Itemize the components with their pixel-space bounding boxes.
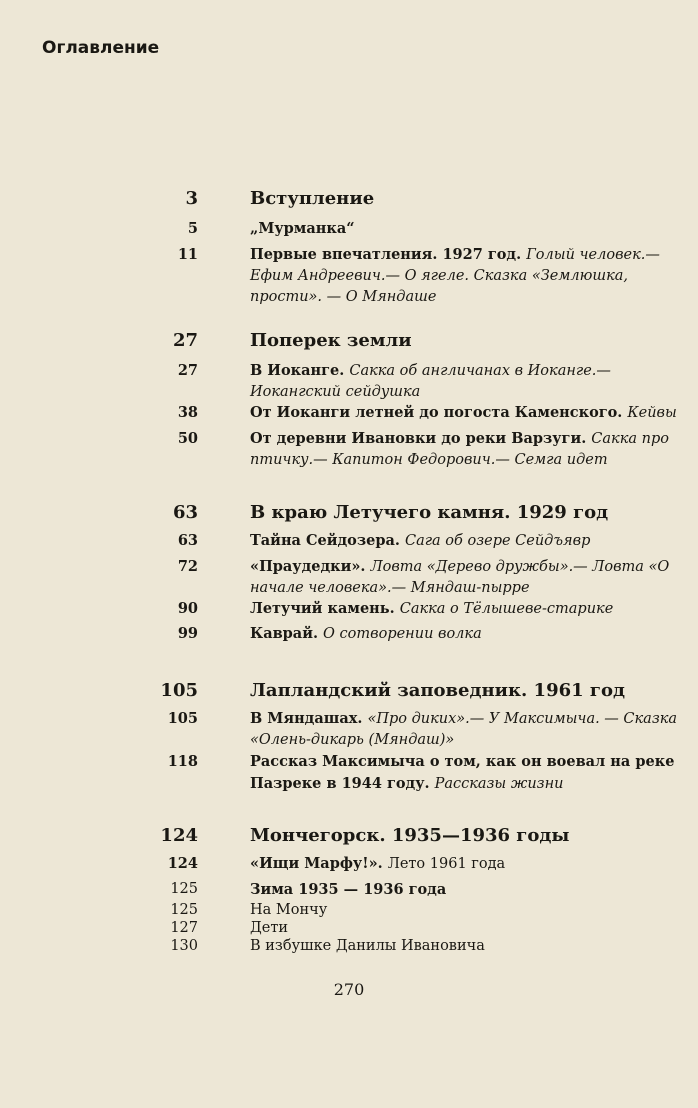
entry-title	[250, 428, 690, 471]
entry-page-number: 11	[177, 246, 198, 263]
entry-page-number: 63	[177, 532, 198, 549]
entry-title-bold: От Иоканги летней до погоста Каменского.	[250, 404, 628, 421]
section-title: Мончегорск. 1935—1936 годы	[250, 825, 570, 846]
entry-title-bold: Рассказ Максимыча о том, как он воевал на реке Пазреке в 1944 году.	[250, 753, 675, 792]
page-title: Оглавление	[42, 38, 160, 58]
entry-title-bold: Летучий камень.	[250, 600, 400, 617]
entry-subtitle: Лето 1961 года	[387, 856, 506, 872]
entry-title	[250, 751, 690, 795]
entry-title: В избушке Данилы Ивановича	[250, 938, 485, 954]
page-number: 270	[333, 980, 365, 999]
entry-subtitle-italic: Голый человек.— Ефим Андреевич.— О ягеле. Сказка «Землюшка, прости». — О Мяндаше	[250, 247, 660, 305]
entry-title	[250, 530, 690, 552]
entry-subtitle-italic: Сакка про птичку.— Капитон Федорович.— Семга идет	[250, 431, 669, 468]
entry-page-number: 50	[177, 430, 198, 447]
entry-title	[250, 853, 690, 875]
entry-title	[250, 708, 690, 751]
entry-title-bold: Тайна Сейдозера.	[250, 532, 405, 549]
section-page-number: 124	[160, 825, 198, 846]
entry-page-number: 38	[177, 404, 198, 421]
section-page-number: 63	[172, 502, 198, 523]
entry-title-bold: В Мяндашах.	[250, 710, 368, 727]
entry-page-number: 124	[167, 855, 198, 872]
entry-title	[250, 879, 690, 901]
entry-page-number: 99	[177, 625, 198, 642]
section-title: В краю Летучего камня. 1929 год	[250, 502, 609, 523]
section-page-number: 105	[160, 680, 198, 701]
entry-title	[250, 598, 690, 620]
entry-subtitle-italic: Кейвы	[627, 405, 677, 421]
entry-subtitle-italic: Ловта «Дерево дружбы».— Ловта «О начале человека».— Мяндаш-пырре	[250, 559, 670, 596]
entry-title-bold: „Мурманка“	[250, 220, 355, 237]
section-title: Лапландский заповедник. 1961 год	[250, 680, 625, 701]
section-title: Поперек земли	[250, 330, 412, 351]
entry-title-bold: «Праудедки».	[250, 558, 371, 575]
entry-title	[250, 623, 690, 645]
entry-title: Дети	[250, 920, 289, 936]
entry-page-number: 90	[177, 600, 198, 617]
entry-title-bold: От деревни Ивановки до реки Варзуги.	[250, 430, 592, 447]
entry-title	[250, 360, 690, 403]
entry-page-number: 125	[170, 902, 198, 918]
entry-subtitle-italic: Сакка о Тёлышеве-старике	[399, 601, 614, 617]
entry-subtitle-italic: Сага об озере Сейдъявр	[404, 533, 591, 549]
entry-title-bold: В Иоканге.	[250, 362, 350, 379]
entry-subtitle-italic: Сакка об англичанах в Иоканге.— Иокангский сейдушка	[250, 363, 611, 400]
entry-title	[250, 556, 690, 599]
entry-title	[250, 218, 690, 240]
section-page-number: 27	[172, 330, 198, 351]
entry-title-bold: Зима 1935 — 1936 года	[250, 881, 447, 898]
entry-title: На Мончу	[250, 902, 328, 918]
entry-page-number: 127	[170, 920, 198, 936]
entry-title	[250, 244, 690, 308]
entry-page-number: 105	[167, 710, 198, 727]
entry-subtitle-italic: О сотворении волка	[323, 626, 482, 642]
entry-subtitle-italic: «Про диких».— У Максимыча. — Сказка «Олень-дикарь (Мяндаш)»	[250, 711, 678, 748]
section-title: Вступление	[250, 188, 375, 209]
entry-title-bold: Первые впечатления. 1927 год.	[250, 246, 527, 263]
entry-title-bold: «Ищи Марфу!».	[250, 855, 388, 872]
section-page-number: 3	[185, 188, 198, 209]
entry-page-number: 27	[177, 362, 198, 379]
entry-page-number: 130	[170, 938, 198, 954]
entry-subtitle-italic: Рассказы жизни	[434, 776, 564, 792]
entry-page-number: 125	[170, 881, 198, 897]
entry-page-number: 72	[177, 558, 198, 575]
entry-page-number: 118	[167, 753, 198, 770]
entry-page-number: 5	[187, 220, 198, 237]
entry-title	[250, 402, 690, 424]
entry-title-bold: Каврай.	[250, 625, 324, 642]
